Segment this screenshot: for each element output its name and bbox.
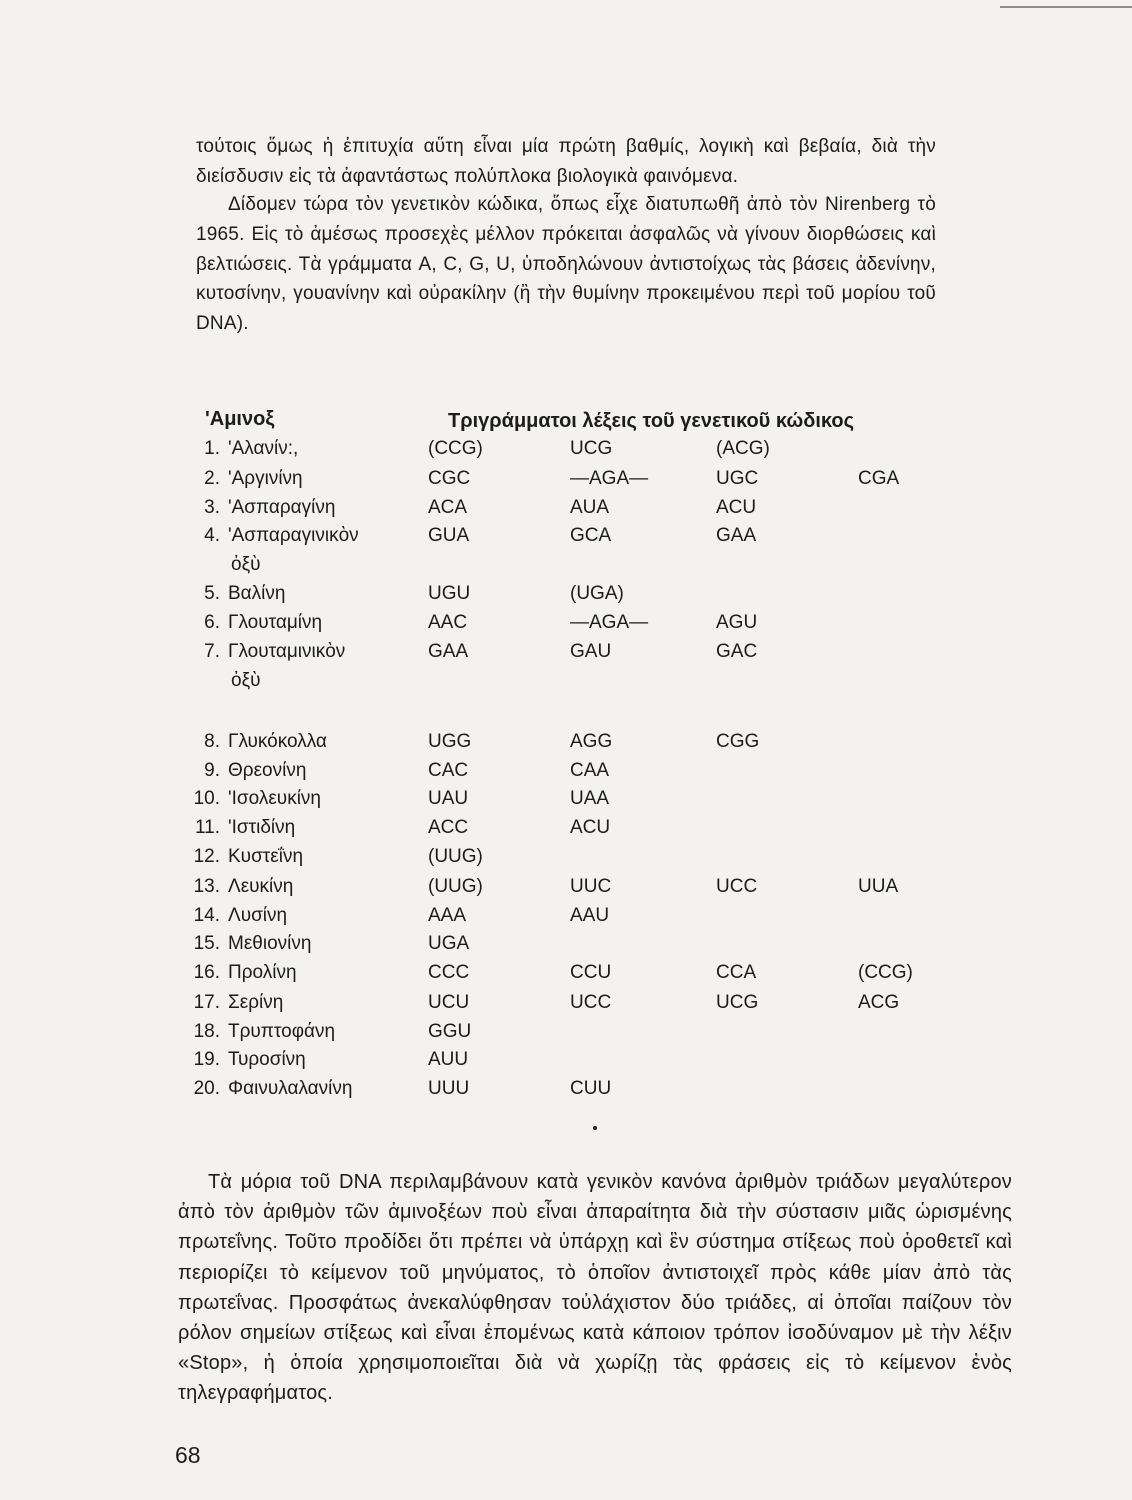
row-number: 5.: [204, 583, 220, 604]
row-number: 13.: [193, 876, 220, 897]
codon-1: GGU: [428, 1021, 472, 1042]
row-number: 18.: [193, 1021, 220, 1042]
row-number: 11.: [194, 817, 220, 838]
codon-2: (UGA): [570, 583, 624, 604]
row-number: 4.: [204, 525, 220, 546]
codon-1: (UUG): [428, 846, 483, 867]
codon-2: AGG: [570, 731, 613, 752]
codon-2: GAU: [570, 641, 612, 662]
amino-acid-name: Γλουταμινικὸν: [228, 641, 346, 662]
codon-1: UGG: [428, 731, 472, 752]
codon-3: UGC: [716, 468, 759, 489]
amino-acid-name: 'Αλανίν:,: [228, 438, 299, 459]
page-number: 68: [175, 1442, 201, 1468]
codon-1: GAA: [428, 641, 469, 662]
amino-acid-name: Σερίνη: [228, 992, 284, 1013]
row-number: 17.: [193, 992, 220, 1013]
codon-3: GAC: [716, 641, 758, 662]
row-number: 9.: [204, 760, 220, 781]
row-number: 20.: [193, 1078, 220, 1099]
codon-3: AGU: [716, 612, 758, 633]
row-number: 6.: [204, 612, 220, 633]
amino-acid-name-continuation: ὀξὺ: [231, 670, 261, 691]
codon-1: UUU: [428, 1078, 470, 1099]
codon-1: GUA: [428, 525, 470, 546]
codon-2: ACU: [570, 817, 611, 838]
codon-2: UCC: [570, 992, 612, 1013]
codon-2: —AGA—: [570, 468, 649, 489]
codon-1: AAA: [428, 905, 467, 926]
codon-1: CAC: [428, 760, 469, 781]
stray-dot: [593, 1126, 597, 1130]
codon-1: AUU: [428, 1049, 469, 1070]
codon-2: UAA: [570, 788, 610, 809]
codon-2: CAA: [570, 760, 610, 781]
row-number: 10.: [193, 788, 220, 809]
codon-3: UCC: [716, 876, 758, 897]
codon-1: UGA: [428, 933, 470, 954]
amino-acid-name: 'Ιστιδίνη: [228, 817, 296, 838]
amino-acid-name: Τρυπτοφάνη: [228, 1021, 336, 1042]
codon-3: ACU: [716, 497, 757, 518]
row-number: 19.: [193, 1049, 220, 1070]
codon-1: CCC: [428, 962, 470, 983]
codon-3: UCG: [716, 992, 759, 1013]
amino-acid-name: Κυστεΐνη: [228, 846, 304, 867]
codon-3: CCA: [716, 962, 757, 983]
paragraph-genetic-code: Δίδομεν τώρα τὸν γενετικὸν κώδικα, ὅπως εἶχε διατυπωθῆ ἀπὸ τὸν Nirenberg τὸ 1965. Εἰς τὸ ἀμέσως προσεχὲς μέλλον πρόκειται ἀσφαλῶς νὰ γίνουν διορθώσεις καὶ βελτιώσεις. Τὰ γράμματα A, C, G, U, ὑποδηλώνουν ἀντιστοίχως τὰς βάσεις ἀδενίνην, κυτοσίνην, γουανίνην καὶ οὐρακίλην (ἢ τὴν θυμίνην προκειμένου περὶ τοῦ μορίου τοῦ DNA).: [196, 194, 936, 335]
codon-1: UAU: [428, 788, 469, 809]
codon-4: UUA: [858, 876, 899, 897]
row-number: 2.: [204, 468, 220, 489]
amino-acid-name: Λυσίνη: [228, 905, 288, 926]
row-number: 14.: [193, 905, 220, 926]
codon-4: CGA: [858, 468, 900, 489]
codon-1: (UUG): [428, 876, 483, 897]
codon-2: CCU: [570, 962, 612, 983]
amino-acid-name: Βαλίνη: [228, 583, 286, 604]
amino-acid-name: Γλουταμίνη: [228, 612, 323, 633]
row-number: 16.: [193, 962, 220, 983]
codon-2: UUC: [570, 876, 612, 897]
amino-acid-name: Γλυκόκολλα: [228, 731, 327, 752]
codon-2: —AGA—: [570, 612, 649, 633]
codon-1: UCU: [428, 992, 470, 1013]
codon-4: (CCG): [858, 962, 913, 983]
row-number: 3.: [204, 497, 220, 518]
paragraph-dna-punctuation: Τὰ μόρια τοῦ DNA περιλαμβάνουν κατὰ γενικὸν κανόνα ἀριθμὸν τριάδων μεγαλύτερον ἀπὸ τὸν ἀριθμὸν τῶν ἀμινοξέων ποὺ εἶναι ἀπαραίτητα διὰ τὴν σύστασιν μιᾶς ὡρισμένης πρωτεΐνης. Τοῦτο προδίδει ὅτι πρέπει νὰ ὑπάρχῃ καὶ ἓν σύστημα στίξεως ποὺ ὁροθετεῖ καὶ περιορίζει τὸ κείμενον τοῦ μηνύματος, τὸ ὁποῖον ἀντιστοιχεῖ πρὸς κάθε μίαν ἀπὸ τὰς πρωτεΐνας. Προσφάτως ἀνεκαλύφθησαν τοὐλάχιστον δύο τριάδες, αἱ ὁποῖαι παίζουν τὸν ρόλον σημείων στίξεως καὶ εἶναι ἐπομένως κατὰ κάποιον τρόπον ἰσοδύναμον μὲ τὴν λέξιν «Stop», ἡ ὁποία χρησιμοποιεῖται διὰ νὰ χωρίζῃ τὰς φράσεις εἰς τὸ κείμενον ἑνὸς τηλεγραφήματος.: [178, 1171, 1012, 1405]
codon-2: AAU: [570, 905, 610, 926]
codon-1: ACA: [428, 497, 468, 518]
amino-acid-name-continuation: ὀξὺ: [231, 554, 261, 575]
row-number: 12.: [193, 846, 220, 867]
amino-acid-name: 'Ισολευκίνη: [228, 788, 321, 809]
codon-2: CUU: [570, 1078, 612, 1099]
codon-2: UCG: [570, 438, 613, 459]
row-number: 15.: [193, 933, 220, 954]
amino-acid-name: Θρεονίνη: [228, 760, 307, 781]
amino-acid-name: Φαινυλαλανίνη: [228, 1078, 353, 1099]
header-codons: Τριγράμματοι λέξεις τοῦ γενετικοῦ κώδικος: [448, 410, 855, 432]
codon-3: GAA: [716, 525, 757, 546]
codon-1: UGU: [428, 583, 471, 604]
codon-1: AAC: [428, 612, 468, 633]
codon-3: (ACG): [716, 438, 770, 459]
amino-acid-name: Λευκίνη: [228, 876, 294, 897]
codon-1: ACC: [428, 817, 469, 838]
amino-acid-name: 'Ασπαραγινικὸν: [228, 525, 359, 546]
amino-acid-name: Προλίνη: [228, 962, 297, 983]
codon-2: AUA: [570, 497, 610, 518]
amino-acid-name: Μεθιονίνη: [228, 933, 312, 954]
codon-1: (CCG): [428, 438, 483, 459]
paragraph-intro: τούτοις ὅμως ἡ ἐπιτυχία αὕτη εἶναι μία πρώτη βαθμίς, λογικὴ καὶ βεβαία, διὰ τὴν διείσδυσιν εἰς τὰ ἀφαντάστως πολύπλοκα βιολογικὰ φαινόμενα.: [196, 136, 936, 187]
codon-3: CGG: [716, 731, 760, 752]
amino-acid-name: Τυροσίνη: [228, 1049, 306, 1070]
amino-acid-name: 'Ασπαραγίνη: [228, 497, 336, 518]
row-number: 8.: [204, 731, 220, 752]
top-edge-rule: [1000, 6, 1132, 8]
codon-1: CGC: [428, 468, 471, 489]
row-number: 1.: [204, 438, 220, 459]
row-number: 7.: [204, 641, 220, 662]
codon-2: GCA: [570, 525, 612, 546]
codon-4: ACG: [858, 992, 900, 1013]
amino-acid-name: 'Αργινίνη: [228, 468, 303, 489]
header-amino-acid: 'Αμινοξ: [205, 408, 275, 430]
